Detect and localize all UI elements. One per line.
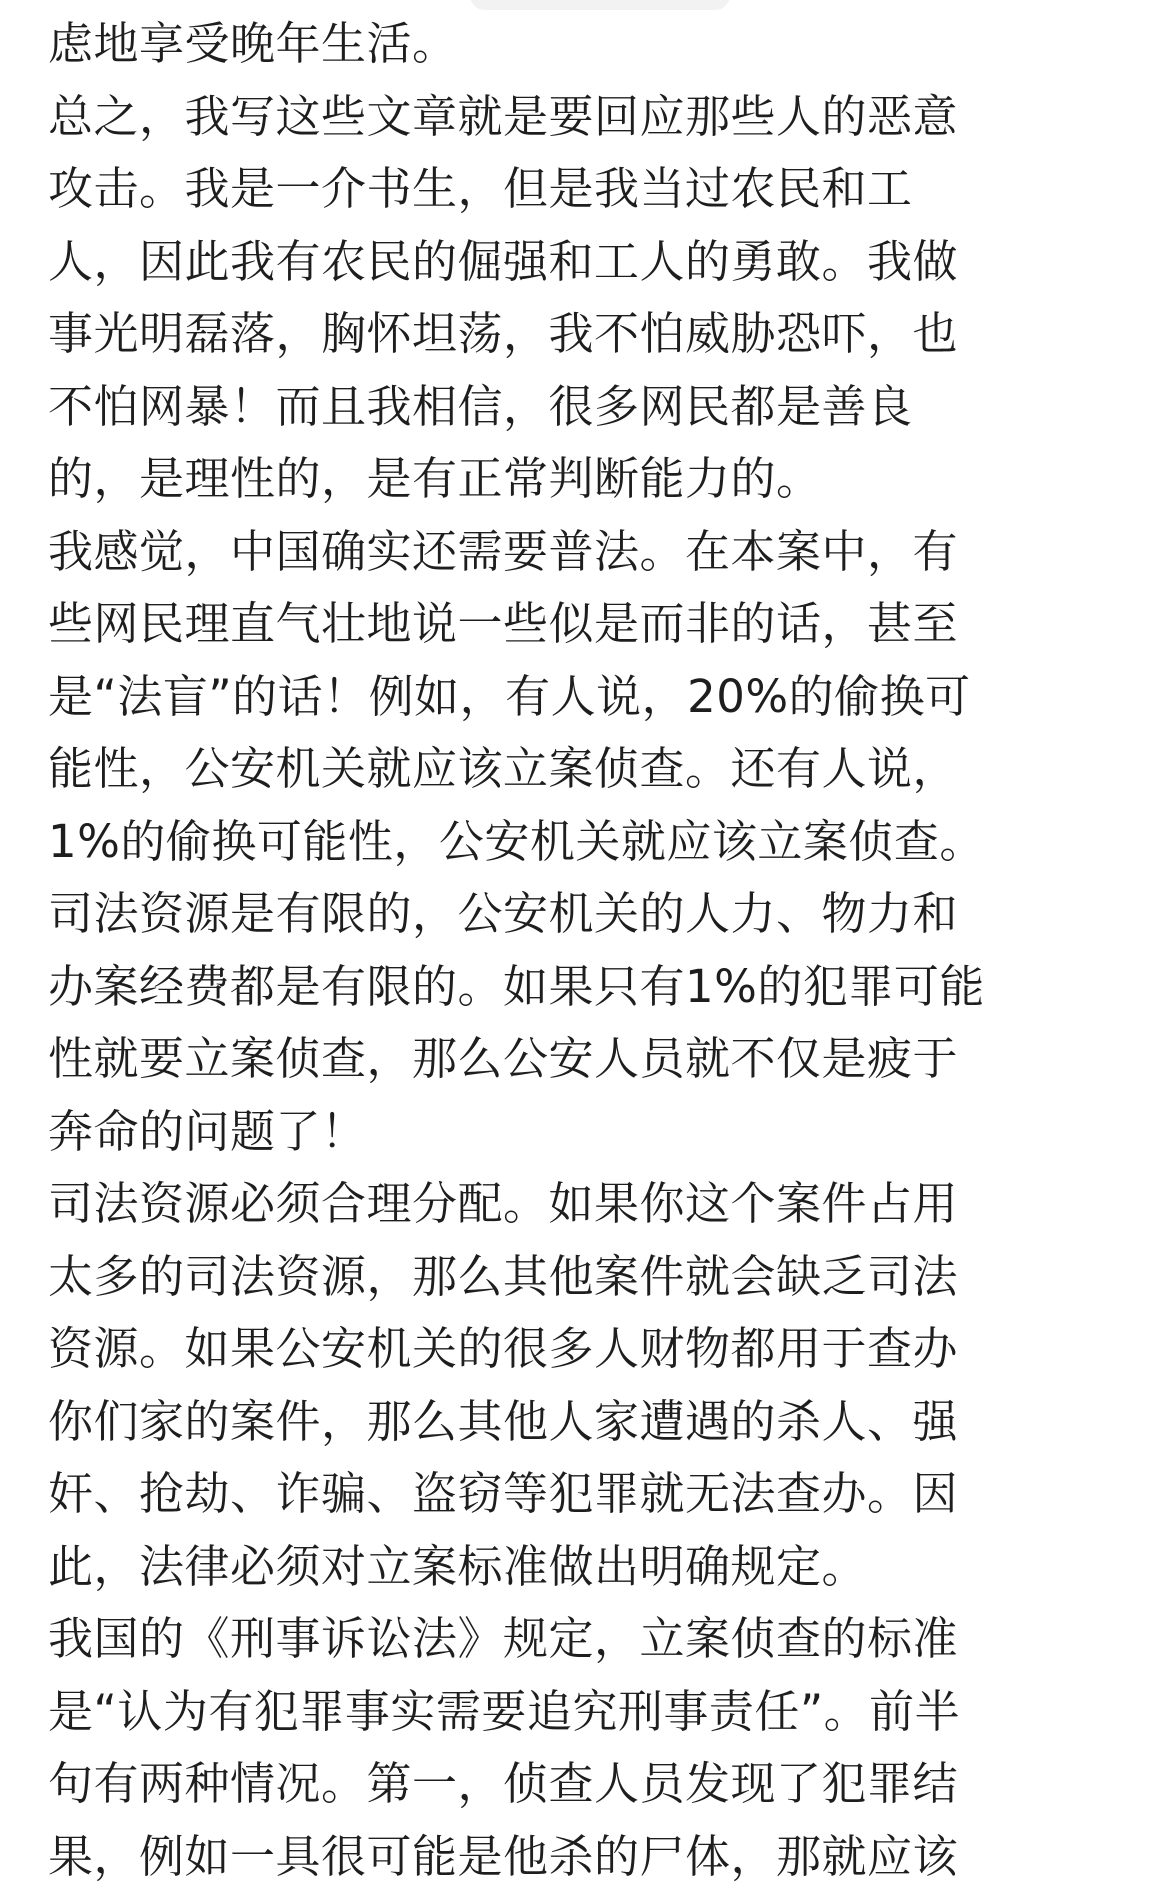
text-line: 我国的《刑事诉讼法》规定，立案侦查的标准 [48,1603,1138,1676]
text-line: 我感觉，中国确实还需要普法。在本案中，有 [48,516,1138,589]
text-line: 虑地享受晚年生活。 [48,8,1138,81]
text-line: 此，法律必须对立案标准做出明确规定。 [48,1531,1138,1604]
article-text [48,8,1138,1893]
text-line: 奸、抢劫、诈骗、盗窃等犯罪就无法查办。因 [48,1458,1138,1531]
text-line: 你们家的案件，那么其他人家遭遇的杀人、强 [48,1386,1138,1459]
text-line: 能性，公安机关就应该立案侦查。还有人说， [48,733,1138,806]
text-line: 是“认为有犯罪事实需要追究刑事责任”。前半 [48,1676,1138,1749]
text-line: 事光明磊落，胸怀坦荡，我不怕威胁恐吓，也 [48,298,1138,371]
text-line: 1%的偷换可能性，公安机关就应该立案侦查。 [48,806,1138,879]
text-line: 不怕网暴！而且我相信，很多网民都是善良 [48,371,1138,444]
text-line: 些网民理直气壮地说一些似是而非的话，甚至 [48,588,1138,661]
text-line: 果，例如一具很可能是他杀的尸体，那就应该 [48,1821,1138,1893]
text-line: 是“法盲”的话！例如，有人说，20%的偷换可 [48,661,1138,734]
text-line: 司法资源是有限的，公安机关的人力、物力和 [48,878,1138,951]
text-line: 攻击。我是一介书生，但是我当过农民和工 [48,153,1138,226]
text-line: 句有两种情况。第一，侦查人员发现了犯罪结 [48,1748,1138,1821]
text-line: 资源。如果公安机关的很多人财物都用于查办 [48,1313,1138,1386]
text-line: 性就要立案侦查，那么公安人员就不仅是疲于 [48,1023,1138,1096]
text-line: 奔命的问题了！ [48,1096,1138,1169]
text-line: 太多的司法资源，那么其他案件就会缺乏司法 [48,1241,1138,1314]
text-line: 司法资源必须合理分配。如果你这个案件占用 [48,1168,1138,1241]
text-line: 的，是理性的，是有正常判断能力的。 [48,443,1138,516]
text-line: 办案经费都是有限的。如果只有1%的犯罪可能 [48,951,1138,1024]
text-line: 总之，我写这些文章就是要回应那些人的恶意 [48,81,1138,154]
text-line: 人，因此我有农民的倔强和工人的勇敢。我做 [48,226,1138,299]
